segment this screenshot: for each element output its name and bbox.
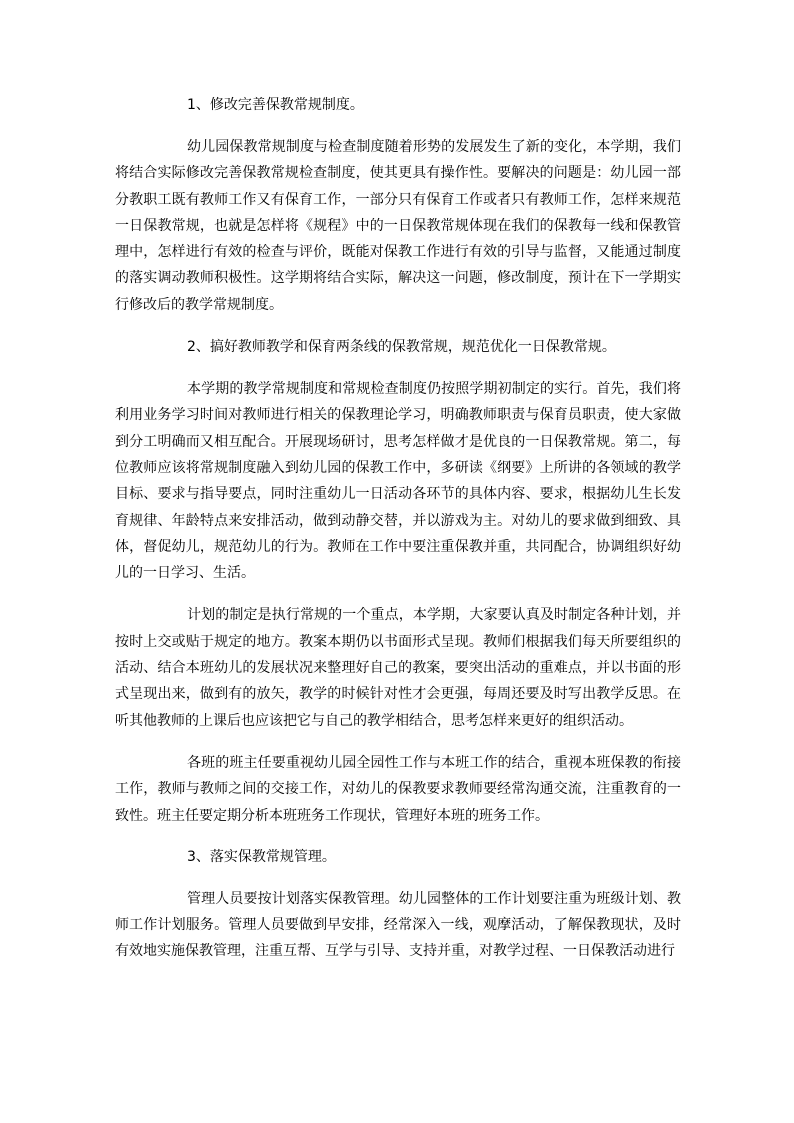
- document-page: [115, 92, 681, 965]
- paragraph-1: 幼儿园保教常规制度与检查制度随着形势的发展发生了新的变化，本学期，我们将结合实际修改完善保教常规检查制度，使其更具有操作性。要解决的问题是：幼儿园一部分教职工既有教师工作又有保育工作，一部分只有保育工作或者只有教师工作，怎样来规范一日保教常规，也就是怎样将《规程》中的一日保教常规体现在我们的保教每一线和保教管理中，怎样进行有效的检查与评价，既能对保教工作进行有效的引导与监督，又能通过制度的落实调动教师积极性。这学期将结合实际，解决这一问题，修改制度，预计在下一学期实行修改后的教学常规制度。: [115, 139, 681, 313]
- paragraph-2: 本学期的教学常规制度和常规检查制度仍按照学期初制定的实行。首先，我们将利用业务学习时间对教师进行相关的保教理论学习，明确教师职责与保育员职责，使大家做到分工明确而又相互配合。开展现场研讨，思考怎样做才是优良的一日保教常规。第二，每位教师应该将常规制度融入到幼儿园的保教工作中，多研读《纲要》上所讲的各领域的教学目标、要求与指导要点，同时注重幼儿一日活动各环节的具体内容、要求，根据幼儿生长发育规律、年龄特点来安排活动，做到动静交替，并以游戏为主。对幼儿的要求做到细致、具体，督促幼儿，规范幼儿的行为。教师在工作中要注重保教并重，共同配合，协调组织好幼儿的一日学习、生活。: [115, 381, 681, 582]
- section-heading-2: 2、搞好教师教学和保育两条线的保教常规，规范优化一日保教常规。: [187, 339, 616, 356]
- paragraph-3: 计划的制定是执行常规的一个重点，本学期，大家要认真及时制定各种计划，并按时上交或贴于规定的地方。教案本期仍以书面形式呈现。教师们根据我们每天所要组织的活动、结合本班幼儿的发展状况来整理好自己的教案，要突出活动的重难点，并以书面的形式呈现出来，做到有的放矢，教学的时候针对性才会更强，每周还要及时写出教学反思。在听其他教师的上课后也应该把它与自己的教学相结合，思考怎样来更好的组织活动。: [115, 607, 681, 729]
- section-heading-1: 1、修改完善保教常规制度。: [187, 97, 364, 113]
- paragraph-4: 各班的班主任要重视幼儿园全园性工作与本班工作的结合，重视本班保教的衔接工作，教师与教师之间的交接工作，对幼儿的保教要求教师要经常沟通交流，注重教育的一致性。班主任要定期分析本班班务工作现状，管理好本班的班务工作。: [115, 754, 681, 824]
- paragraph-5: 管理人员要按计划落实保教管理。幼儿园整体的工作计划要注重为班级计划、教师工作计划服务。管理人员要做到早安排，经常深入一线，观摩活动，了解保教现状，及时有效地实施保教管理，注重互帮、互学与引导、支持并重，对教学过程、一日保教活动进行: [115, 890, 681, 960]
- section-heading-3: 3、落实保教常规管理。: [187, 848, 336, 865]
